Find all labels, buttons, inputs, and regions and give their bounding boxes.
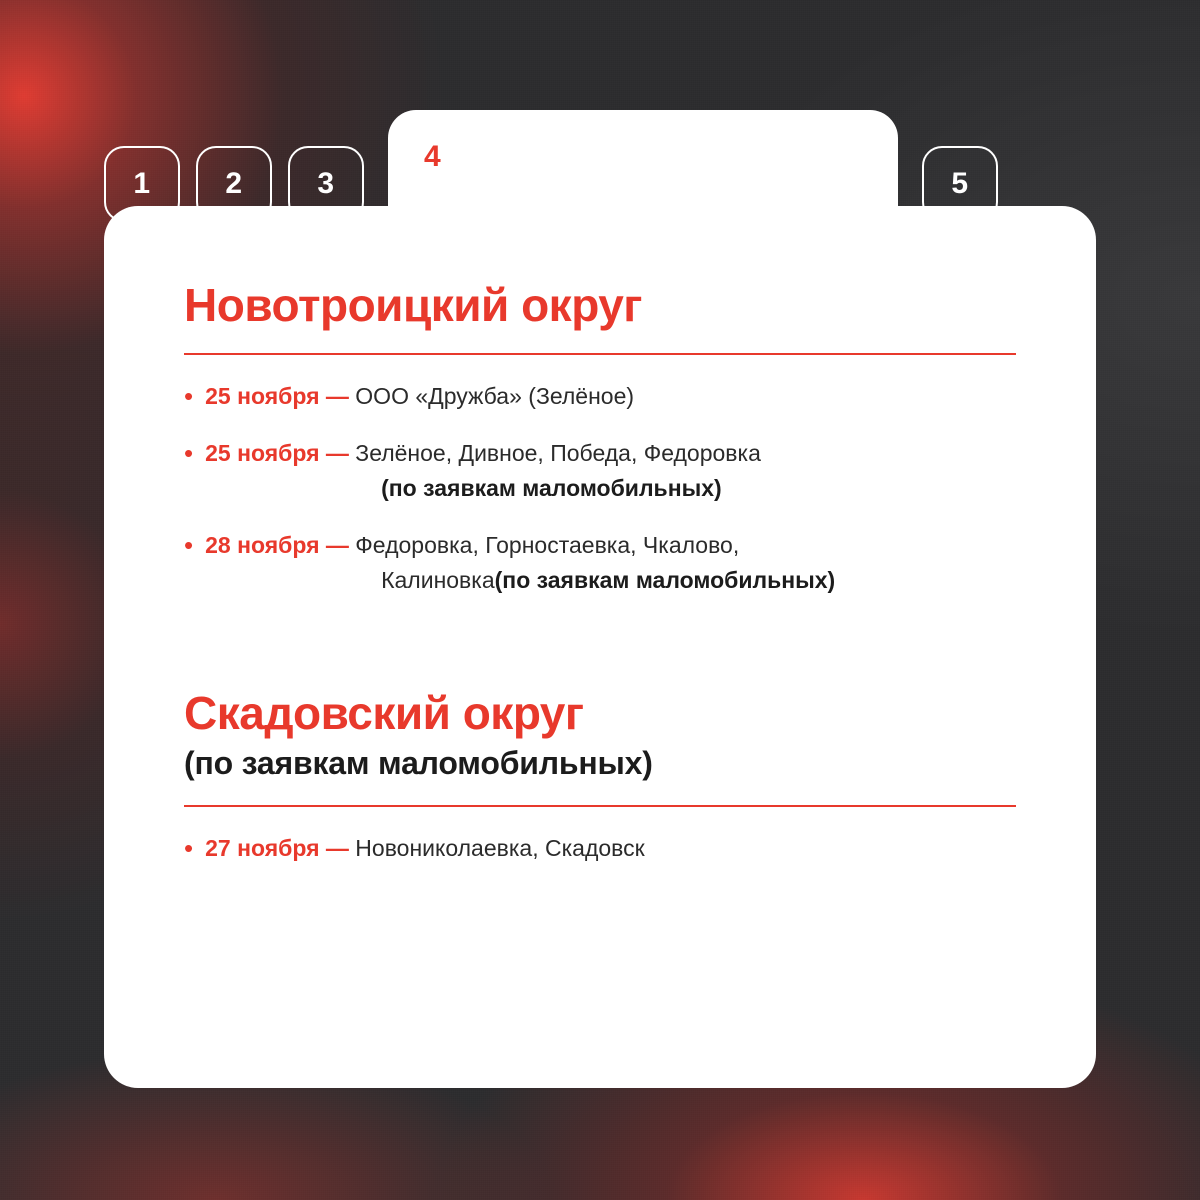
list-item-body xyxy=(205,438,1016,504)
section-1-divider xyxy=(184,353,1016,355)
entry-dash: — xyxy=(325,531,349,558)
bullet-icon: • xyxy=(184,437,194,468)
entry-note: (по заявкам маломобильных) xyxy=(381,474,722,501)
list-item-body xyxy=(205,530,1016,596)
entry-text: Новониколаевка, Скадовск xyxy=(355,834,645,861)
section-2-subtitle: (по заявкам маломобильных) xyxy=(184,745,653,782)
section-2-title: Скадовский округ xyxy=(184,686,584,739)
list-item-body xyxy=(205,833,1016,864)
entry-text: Зелёное, Дивное, Победа, Федоровка xyxy=(355,439,761,466)
entry-text: Федоровка, Горностаевка, Чкалово, xyxy=(355,531,740,558)
bullet-icon: • xyxy=(184,380,194,411)
tab-5-label: 5 xyxy=(951,167,969,200)
list-item-body xyxy=(205,381,1016,412)
entry-note: (по заявкам маломобильных) xyxy=(494,566,836,593)
entry-line-2 xyxy=(205,565,1016,596)
section-spacer xyxy=(184,622,1016,688)
entry-text: ООО «Дружба» (Зелёное) xyxy=(355,382,635,409)
tab-4-active[interactable] xyxy=(388,110,898,222)
bullet-icon: • xyxy=(184,832,194,863)
tab-1-label: 1 xyxy=(133,167,151,200)
entry-text-continued: Калиновка xyxy=(381,566,495,593)
entry-dash: — xyxy=(325,382,349,409)
tab-bar xyxy=(104,110,998,222)
list-item xyxy=(184,833,1016,864)
list-item xyxy=(184,530,1016,596)
entry-date: 25 ноября xyxy=(205,439,320,466)
section-2-divider xyxy=(184,805,1016,807)
list-item xyxy=(184,381,1016,412)
tab-2-label: 2 xyxy=(225,167,243,200)
tab-2[interactable] xyxy=(196,146,272,222)
tab-3[interactable] xyxy=(288,146,364,222)
entry-date: 28 ноября xyxy=(205,531,320,558)
list-item xyxy=(184,438,1016,504)
tab-5[interactable] xyxy=(922,146,998,222)
entry-dash: — xyxy=(325,439,349,466)
tab-3-label: 3 xyxy=(317,167,335,200)
entry-date: 27 ноября xyxy=(205,834,320,861)
content-card xyxy=(104,206,1096,1088)
tab-1[interactable] xyxy=(104,146,180,222)
tab-4-label: 4 xyxy=(424,140,442,173)
entry-dash: — xyxy=(325,834,349,861)
entry-date: 25 ноября xyxy=(205,382,320,409)
section-1-title: Новотроицкий округ xyxy=(184,279,642,331)
bullet-icon: • xyxy=(184,529,194,560)
